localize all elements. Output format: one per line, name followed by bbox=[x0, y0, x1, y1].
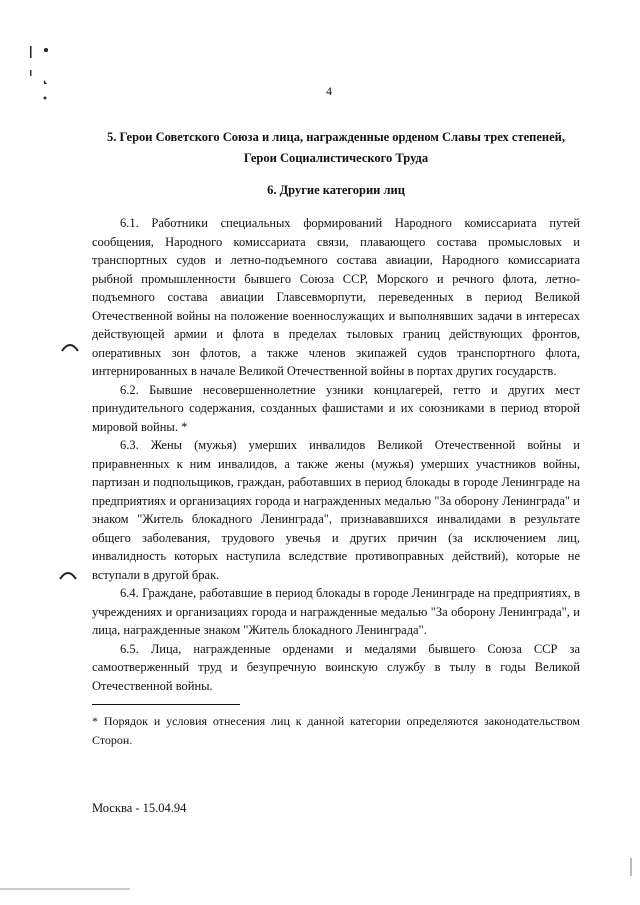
paragraph-6-4: 6.4. Граждане, работавшие в период блокады в городе Ленинграде на предприятиях, в учреждениях и организациях города и награжденные медалью "За оборону Ленинграда", и лица, награжденные знаком "Житель блокадного Ленинграда". bbox=[92, 586, 580, 637]
section-heading-6: 6. Другие категории лиц bbox=[267, 183, 405, 197]
page-number: 4 bbox=[326, 84, 332, 98]
footnote: * Порядок и условия отнесения лиц к данной категории определяются законодательством Сторон. bbox=[92, 714, 580, 747]
footnote-divider bbox=[92, 704, 240, 705]
margin-mark bbox=[58, 566, 78, 582]
paragraph-6-3: 6.3. Жены (мужья) умерших инвалидов Великой Отечественной войны и приравненных к ним инвалидов, а также жены (мужья) умерших участников войны, партизан и подпольщиков, граждан, работавших в период блокады в городе Ленинграде на предприятиях и организациях города и награжденных медалью "За оборону Ленинграда" и знаком "Житель блокадного Ленинграда", признававшихся инвалидами в результате общего заболевания, трудового увечья и других причин (за исключением лиц, инвалидность которых наступила вследствие противоправных действий), которые не вступали в другой брак. bbox=[92, 438, 580, 582]
scan-artifact-marks bbox=[26, 42, 50, 102]
paragraph-6-2: 6.2. Бывшие несовершеннолетние узники концлагерей, гетто и других мест принудительного содержания, созданных фашистами и их союзниками в период второй мировой войны. * bbox=[92, 382, 580, 434]
scan-edge-line bbox=[0, 888, 130, 890]
place-and-date: Москва - 15.04.94 bbox=[92, 801, 187, 815]
paragraph-6-5: 6.5. Лица, награжденные орденами и медалями бывшего Союза ССР за самоотверженный труд и безупречную воинскую службу в тылу в годы Великой Отечественной войны. bbox=[92, 641, 580, 693]
body-text bbox=[92, 214, 580, 695]
paragraph-6-1: 6.1. Работники специальных формирований Народного комиссариата путей сообщения, Народного комиссариата связи, плавающего состава промысловых и транспортных судов и летно-подъемного состава авиации, Народного комиссариата рыбной промышленности бывшего Союза ССР, Морского и речного флота, летно-подъемного состава авиации Главсевморпути, переведенных в период Великой Отечественной войны на положение военнослужащих и выполнявших задачи в интересах действующей армии и флота в пределах тыловых границ действующих фронтов, оперативных зон флотов, а также членов экипажей судов транспортного флота, интернированных в начале Великой Отечественной войны в портах других государств. bbox=[92, 216, 580, 378]
margin-mark bbox=[60, 338, 80, 354]
scan-edge-mark bbox=[630, 858, 632, 876]
section-heading-5: 5. Герои Советского Союза и лица, награжденные орденом Славы трех степеней, Герои Социалистического Труда bbox=[107, 130, 565, 165]
